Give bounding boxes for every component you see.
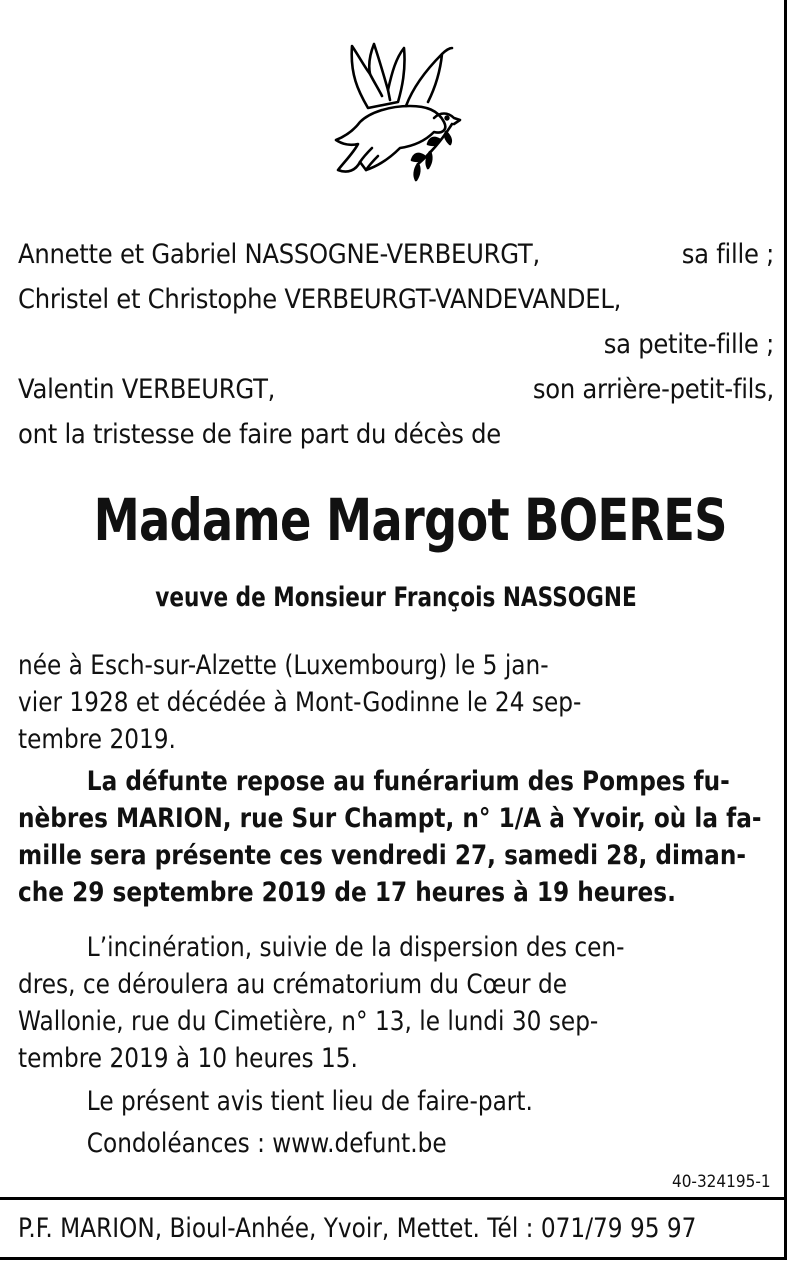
cremation-line: tembre 2019 à 10 heures 15.	[18, 1043, 358, 1074]
family-relation-2: sa petite-fille ;	[603, 329, 774, 360]
notice-line: Le présent avis tient lieu de faire-part.	[86, 1086, 533, 1117]
cremation-paragraph	[18, 929, 791, 1077]
condolences-paragraph	[18, 1125, 791, 1162]
announcement-line: ont la tristesse de faire part du décès de	[18, 419, 501, 450]
family-member-1: Annette et Gabriel NASSOGNE-VERBEURGT,	[18, 239, 540, 270]
reference-number: 40-324195-1	[672, 1172, 771, 1192]
visitation-line: nèbres MARION, rue Sur Champt, n° 1/A à Yvoir, où la fa-	[18, 803, 762, 834]
visitation-line: La défunte repose au funérarium des Pompes fu-	[86, 766, 730, 797]
family-relation-3: son arrière-petit-fils,	[532, 374, 774, 405]
family-relation-1: sa fille ;	[681, 239, 774, 270]
widow-of: veuve de Monsieur François NASSOGNE	[155, 582, 637, 613]
cremation-line: L’incinération, suivie de la dispersion des cen-	[86, 932, 625, 963]
birth-death-line: née à Esch-sur-Alzette (Luxembourg) le 5 jan-	[18, 650, 549, 681]
notice-paragraph	[18, 1083, 791, 1120]
cremation-line: dres, ce déroulera au crématorium du Cœur de	[18, 969, 568, 1000]
birth-death-line: vier 1928 et décédée à Mont-Godinne le 24 sep-	[18, 687, 582, 718]
visitation-line: mille sera présente ces vendredi 27, samedi 28, diman-	[18, 840, 747, 871]
funeral-home-footer: P.F. MARION, Bioul-Anhée, Yvoir, Mettet. Tél : 071/79 95 97	[18, 1213, 697, 1244]
footer-divider	[0, 1197, 787, 1200]
dove-icon	[330, 36, 465, 186]
family-member-2: Christel et Christophe VERBEURGT-VANDEVANDEL,	[18, 284, 622, 315]
birth-death-paragraph	[18, 647, 791, 758]
family-member-3: Valentin VERBEURGT,	[18, 374, 276, 405]
family-announcement	[18, 232, 774, 457]
visitation-line: che 29 septembre 2019 de 17 heures à 19 heures.	[18, 877, 676, 908]
deceased-name: Madame Margot BOERES	[93, 486, 727, 554]
birth-death-line: tembre 2019.	[18, 724, 176, 755]
visitation-paragraph	[18, 763, 791, 911]
cremation-line: Wallonie, rue du Cimetière, n° 13, le lundi 30 sep-	[18, 1006, 599, 1037]
condolences-line: Condoléances : www.defunt.be	[86, 1128, 447, 1159]
